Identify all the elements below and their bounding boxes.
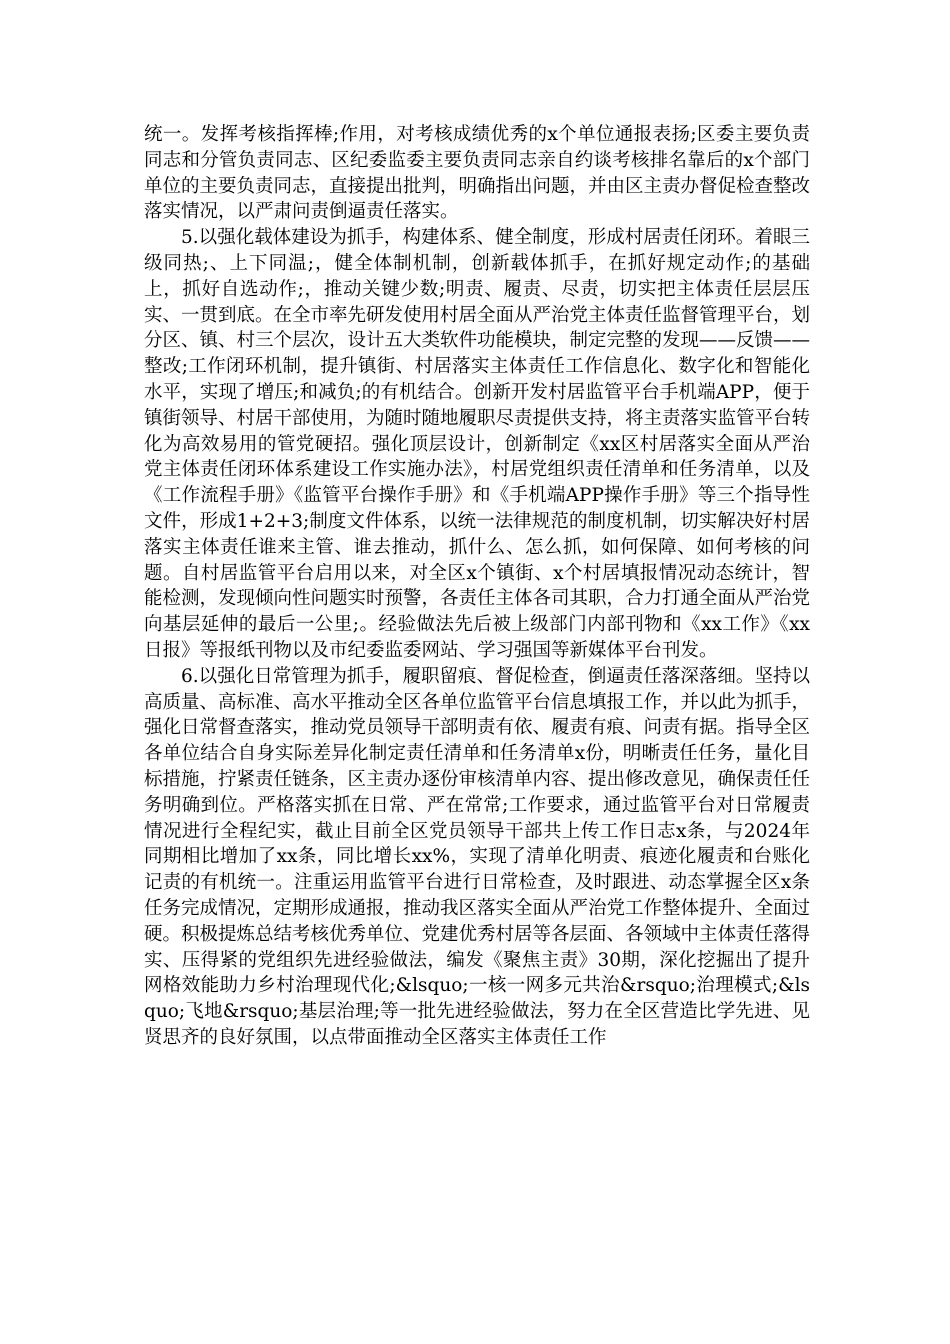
paragraph-daily-management: 6.以强化日常管理为抓手，履职留痕、督促检查，倒逼责任落深落细。坚持以高质量、高标准、高水平推动全区各单位监管平台信息填报工作，并以此为抓手，强化日常督查落实，推动党员领导干部明责有依、履责有痕、问责有据。指导全区各单位结合自身实际差异化制定责任清单和任务清单x份，明晰责任任务，量化目标措施，拧紧责任链条，区主责办逐份审核清单内容、提出修改意见，确保责任任务明确到位。严格落实抓在日常、严在常常;工作要求，通过监管平台对日常履责情况进行全程纪实，截止目前全区党员领导干部共上传工作日志x条，与2024年同期相比增加了xx条，同比增长xx%，实现了清单化明责、痕迹化履责和台账化记责的有机统一。注重运用监管平台进行日常检查，及时跟进、动态掌握全区x条任务完成情况，定期形成通报，推动我区落实全面从严治党工作整体提升、全面过硬。积极提炼总结考核优秀单位、党建优秀村居等各层面、各领域中主体责任落得实、压得紧的党组织先进经验做法，编发《聚焦主责》30期，深化挖掘出了提升网格效能助力乡村治理现代化;&lsquo;一核一网多元共治&rsquo;治理模式;&lsquo;飞地&rsquo;基层治理;等一批先进经验做法，努力在全区营造比学先进、见贤思齐的良好氛围，以点带面推动全区落实主体责任工作 bbox=[144, 665, 811, 1048]
paragraph-carrier-construction: 5.以强化载体建设为抓手，构建体系、健全制度，形成村居责任闭环。着眼三级同热;、上下同温;，健全体制机制，创新载体抓手，在抓好规定动作;的基础上，抓好自选动作;，推动关键少数;明责、履责、尽责，切实把主体责任层层压实、一贯到底。在全市率先研发使用村居全面从严治党主体责任监督管理平台，划分区、镇、村三个层次，设计五大类软件功能模块，制定完整的发现——反馈——整改;工作闭环机制，提升镇街、村居落实主体责任工作信息化、数字化和智能化水平，实现了增压;和减负;的有机结合。创新开发村居监管平台手机端APP，便于镇街领导、村居干部使用，为随时随地履职尽责提供支持，将主责落实监管平台转化为高效易用的管党硬招。强化顶层设计，创新制定《xx区村居落实全面从严治党主体责任闭环体系建设工作实施办法》，村居党组织责任清单和任务清单，以及《工作流程手册》《监管平台操作手册》和《手机端APP操作手册》等三个指导性文件，形成1+2+3;制度文件体系，以统一法律规范的制度机制，切实解决好村居落实主体责任谁来主管、谁去推动，抓什么、怎么抓，如何保障、如何考核的问题。自村居监管平台启用以来，对全区x个镇街、x个村居填报情况动态统计，智能检测，发现倾向性问题实时预警，各责任主体各司其职，合力打通全面从严治党向基层延伸的最后一公里;。经验做法先后被上级部门内部刊物和《xx工作》《xx日报》等报纸刊物以及市纪委监委网站、学习强国等新媒体平台刊发。 bbox=[144, 227, 811, 661]
paragraph-assessment-conclusion: 统一。发挥考核指挥棒;作用，对考核成绩优秀的x个单位通报表扬;区委主要负责同志和分管负责同志、区纪委监委主要负责同志亲自约谈考核排名靠后的x个部门单位的主要负责同志，直接提出批判，明确指出问题，并由区主责办督促检查整改落实情况，以严肃问责倒逼责任落实。 bbox=[144, 124, 811, 223]
document-page bbox=[144, 122, 810, 1051]
